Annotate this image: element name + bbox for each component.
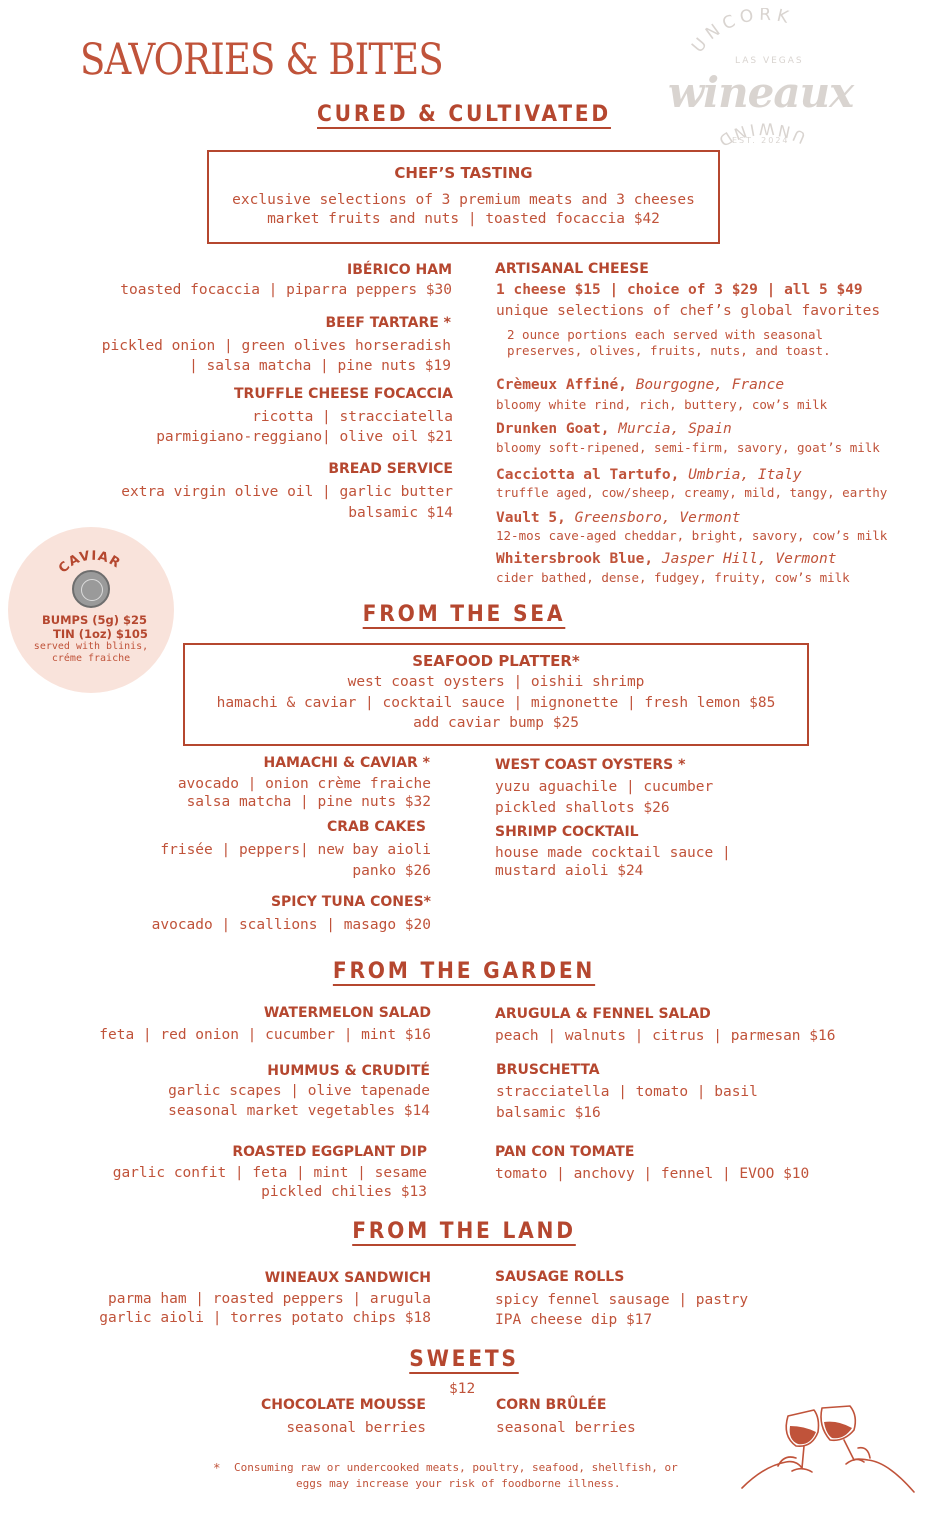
oysters-line1: yuzu aguachile | cucumber bbox=[495, 779, 714, 795]
platter-name: SEAFOOD PLATTER* bbox=[412, 652, 580, 670]
caviar-circle bbox=[8, 527, 174, 693]
section-heading-sweets: SWEETS bbox=[409, 1347, 519, 1372]
shrimp-line1: house made cocktail sauce | bbox=[495, 845, 731, 861]
oysters-name: WEST COAST OYSTERS * bbox=[495, 757, 686, 773]
brulee-line1: seasonal berries bbox=[496, 1420, 636, 1436]
hamachi-name: HAMACHI & CAVIAR * bbox=[263, 755, 430, 771]
tartare-line2: | salsa matcha | pine nuts $19 bbox=[189, 358, 451, 374]
focaccia-name: TRUFFLE CHEESE FOCACCIA bbox=[234, 386, 453, 402]
hamachi-line2: salsa matcha | pine nuts $32 bbox=[186, 794, 431, 810]
caviar-tin-ring bbox=[81, 579, 103, 601]
cheese-item-3-name: Cacciotta al Tartufo, bbox=[496, 467, 680, 483]
crab-line1: frisée | peppers| new bay aioli bbox=[160, 842, 431, 858]
bruschetta-line2: balsamic $16 bbox=[496, 1105, 601, 1121]
bread-name: BREAD SERVICE bbox=[328, 461, 453, 477]
section-heading-cured: CURED & CULTIVATED bbox=[317, 102, 611, 127]
sandwich-line1: parma ham | roasted peppers | arugula bbox=[107, 1291, 431, 1307]
focaccia-line1: ricotta | stracciatella bbox=[252, 409, 453, 425]
cheese-item-5-desc: cider bathed, dense, fudgey, fruity, cow’s milk bbox=[496, 570, 850, 585]
footer-line2: eggs may increase your risk of foodborne illness. bbox=[296, 1477, 621, 1490]
shrimp-name: SHRIMP COCKTAIL bbox=[495, 824, 639, 840]
sausage-line2: IPA cheese dip $17 bbox=[495, 1312, 653, 1328]
cheese-pricing: 1 cheese $15 | choice of 3 $29 | all 5 $49 bbox=[496, 282, 863, 298]
hummus-line2: seasonal market vegetables $14 bbox=[168, 1103, 430, 1119]
chefs-tasting-line1: exclusive selections of 3 premium meats and 3 cheeses bbox=[232, 192, 695, 208]
eggplant-line2: pickled chilies $13 bbox=[261, 1184, 427, 1200]
section-heading-land: FROM THE LAND bbox=[352, 1219, 576, 1244]
cheese-note2: preserves, olives, fruits, nuts, and toast. bbox=[507, 343, 831, 358]
cheese-item-5-name: Whitersbrook Blue, bbox=[496, 551, 654, 567]
sweets-price: $12 bbox=[449, 1381, 476, 1397]
cheese-item-3-origin: Umbria, Italy bbox=[688, 467, 802, 483]
oysters-line2: pickled shallots $26 bbox=[495, 800, 670, 816]
focaccia-line2: parmigiano-reggiano| olive oil $21 bbox=[156, 429, 453, 445]
seafood-platter-box bbox=[183, 643, 809, 746]
page-title: SAVORIES & BITES bbox=[80, 35, 443, 85]
chefs-tasting-box bbox=[207, 150, 720, 244]
platter-line3: add caviar bump $25 bbox=[413, 715, 579, 731]
platter-line1: west coast oysters | oishii shrimp bbox=[347, 674, 645, 690]
bruschetta-name: BRUSCHETTA bbox=[496, 1062, 600, 1078]
crab-name: CRAB CAKES bbox=[326, 819, 426, 835]
cheese-item-4 bbox=[496, 510, 740, 526]
pancon-line1: tomato | anchovy | fennel | EVOO $10 bbox=[495, 1166, 810, 1182]
watermelon-line1: feta | red onion | cucumber | mint $16 bbox=[99, 1027, 431, 1043]
tartare-line1: pickled onion | green olives horseradish bbox=[101, 338, 451, 354]
cheese-item-4-desc: 12-mos cave-aged cheddar, bright, savory, cow’s milk bbox=[496, 528, 888, 543]
sausage-line1: spicy fennel sausage | pastry bbox=[495, 1292, 749, 1308]
cheese-item-2-desc: bloomy soft-ripened, semi-firm, savory, goat’s milk bbox=[496, 440, 880, 455]
watermelon-name: WATERMELON SALAD bbox=[263, 1005, 431, 1021]
mousse-line1: seasonal berries bbox=[286, 1420, 426, 1436]
shrimp-line2: mustard aioli $24 bbox=[495, 863, 644, 879]
logo-top-text: UNCORK bbox=[688, 8, 796, 57]
logo-brand: wineaux bbox=[668, 68, 854, 117]
caviar-note1: served with blinis, bbox=[33, 641, 149, 652]
caviar-bumps: BUMPS (5g) $25 bbox=[42, 613, 148, 627]
chefs-tasting-name: CHEF’S TASTING bbox=[394, 164, 533, 182]
sandwich-line2: garlic aioli | torres potato chips $18 bbox=[99, 1310, 431, 1326]
cheese-item-2 bbox=[496, 421, 732, 437]
caviar-title-arc bbox=[8, 527, 174, 693]
cheese-item-4-name: Vault 5, bbox=[496, 510, 566, 526]
cheese-item-1 bbox=[496, 377, 784, 393]
arugula-name: ARUGULA & FENNEL SALAD bbox=[495, 1006, 711, 1022]
tartare-name: BEEF TARTARE * bbox=[325, 315, 451, 331]
logo-est: EST. 2024 bbox=[732, 136, 790, 145]
cheese-note1: 2 ounce portions each served with seasonal bbox=[507, 327, 824, 342]
cheese-item-3-desc: truffle aged, cow/sheep, creamy, mild, tangy, earthy bbox=[496, 485, 888, 500]
brulee-name: CORN BRÛLÉE bbox=[496, 1397, 607, 1413]
eggplant-name: ROASTED EGGPLANT DIP bbox=[232, 1144, 427, 1160]
iberico-line1: toasted focaccia | piparra peppers $30 bbox=[120, 282, 452, 298]
svg-text:UNCORK bbox=[688, 8, 795, 57]
footer-line1: Consuming raw or undercooked meats, poultry, seafood, shellfish, or bbox=[234, 1461, 678, 1474]
sausage-name: SAUSAGE ROLLS bbox=[495, 1269, 625, 1285]
iberico-name: IBÉRICO HAM bbox=[347, 262, 452, 278]
cheese-item-5 bbox=[496, 551, 836, 567]
caviar-tin-icon bbox=[72, 570, 110, 608]
sandwich-name: WINEAUX SANDWICH bbox=[264, 1270, 431, 1286]
caviar-note2: créme fraiche bbox=[51, 653, 131, 664]
cheese-item-2-name: Drunken Goat, bbox=[496, 421, 610, 437]
logo-bottom-text: UNWIND bbox=[711, 119, 809, 154]
bread-line2: balsamic $14 bbox=[348, 505, 453, 521]
hummus-name: HUMMUS & CRUDITÉ bbox=[267, 1063, 430, 1079]
eggplant-line1: garlic confit | feta | mint | sesame bbox=[112, 1165, 427, 1181]
bread-line1: extra virgin olive oil | garlic butter bbox=[121, 484, 453, 500]
cheese-item-5-origin: Jasper Hill, Vermont bbox=[661, 551, 837, 567]
cheese-item-1-origin: Bourgogne, France bbox=[635, 377, 785, 393]
footer-star: * bbox=[213, 1460, 221, 1475]
tuna-line1: avocado | scallions | masago $20 bbox=[151, 917, 431, 933]
bruschetta-line1: stracciatella | tomato | basil bbox=[496, 1084, 758, 1100]
logo-city: LAS VEGAS bbox=[735, 56, 804, 66]
section-heading-garden: FROM THE GARDEN bbox=[332, 959, 596, 984]
toasting-glasses-icon bbox=[738, 1396, 916, 1498]
caviar-title: CAVIAR bbox=[55, 548, 124, 577]
cheese-item-2-origin: Murcia, Spain bbox=[618, 421, 732, 437]
arugula-line1: peach | walnuts | citrus | parmesan $16 bbox=[495, 1028, 836, 1044]
cheese-item-1-desc: bloomy white rind, rich, buttery, cow’s milk bbox=[496, 397, 828, 412]
section-heading-sea: FROM THE SEA bbox=[362, 602, 566, 627]
cheese-name: ARTISANAL CHEESE bbox=[495, 261, 649, 277]
cheese-item-4-origin: Greensboro, Vermont bbox=[574, 510, 741, 526]
hummus-line1: garlic scapes | olive tapenade bbox=[168, 1083, 430, 1099]
tuna-name: SPICY TUNA CONES* bbox=[270, 894, 431, 910]
cheese-desc: unique selections of chef’s global favorites bbox=[496, 303, 881, 319]
platter-line2: hamachi & caviar | cocktail sauce | mignonette | fresh lemon $85 bbox=[216, 695, 776, 711]
caviar-tin: TIN (1oz) $105 bbox=[53, 627, 148, 641]
cheese-item-1-name: Crèmeux Affiné, bbox=[496, 377, 627, 393]
pancon-name: PAN CON TOMATE bbox=[495, 1144, 635, 1160]
crab-line2: panko $26 bbox=[352, 863, 431, 879]
hamachi-line1: avocado | onion crème fraiche bbox=[177, 776, 431, 792]
chefs-tasting-line2: market fruits and nuts | toasted focaccia $42 bbox=[267, 211, 660, 227]
mousse-name: CHOCOLATE MOUSSE bbox=[260, 1397, 426, 1413]
cheese-item-3 bbox=[496, 467, 802, 483]
